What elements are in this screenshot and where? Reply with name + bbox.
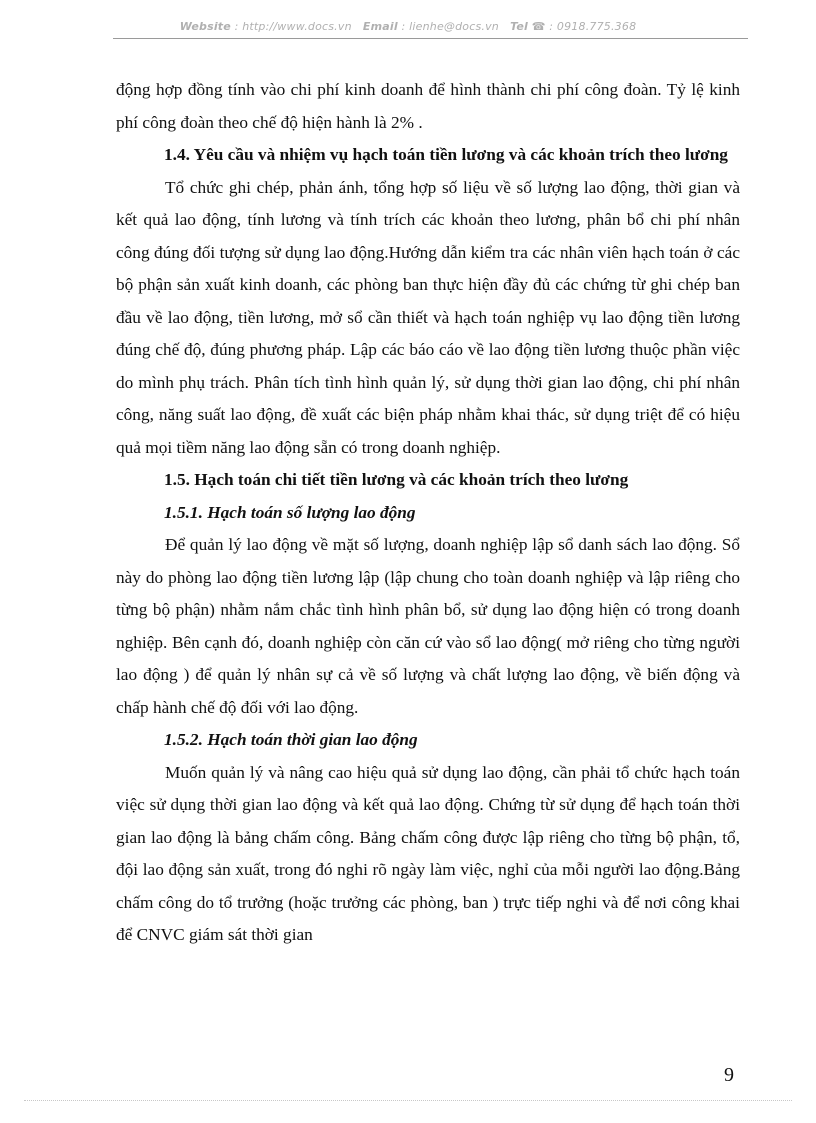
page-bottom-border [24, 1100, 792, 1101]
heading-1-4: 1.4. Yêu cầu và nhiệm vụ hạch toán tiền lương và các khoản trích theo lương [164, 145, 728, 164]
header-website-label: Website [179, 20, 231, 33]
header-tel-value: ☎ : 0918.775.368 [531, 20, 637, 33]
paragraph-labor-time: Muốn quản lý và nâng cao hiệu quả sử dụng lao động, cần phải tổ chức hạch toán việc sử dụng thời gian lao động và kết quả lao động. Chứng từ sử dụng để hạch toán thời gian lao động là bảng chấm công. Bảng chấm công được lập riêng cho từng bộ phận, tổ, đội lao động sản xuất, trong đó nghi rõ ngày làm việc, nghỉ của mỗi người lao động.Bảng chấm công do tổ trưởng (hoặc trưởng các phòng, ban ) trực tiếp nghi và để nơi công khai để CNVC giám sát thời gian [116, 762, 740, 944]
heading-1-5-1: 1.5.1. Hạch toán số lượng lao động [164, 502, 416, 522]
header-tel-label: Tel [510, 20, 528, 33]
paragraph-labor-quantity: Để quản lý lao động về mặt số lượng, doanh nghiệp lập sổ danh sách lao động. Sổ này do phòng lao động tiền lương lập (lập chung cho toàn doanh nghiệp và lập riêng cho từng bộ phận) nhằm nắm chắc tình hình phân bổ, sử dụng lao động hiện có trong doanh nghiệp. Bên cạnh đó, doanh nghiệp còn căn cứ vào sổ lao động( mở riêng cho từng người lao động ) để quản lý nhân sự cả về số lượng và chất lượng lao động, về biến động và chấp hành chế độ đối với lao động. [116, 535, 740, 717]
page-header [70, 20, 746, 33]
header-email-label: Email [362, 20, 398, 33]
page-number: 9 [724, 1064, 734, 1086]
body-text [116, 74, 740, 952]
paragraph-continuation: động hợp đồng tính vào chi phí kinh doanh để hình thành chi phí công đoàn. Tỷ lệ kinh phí công đoàn theo chế độ hiện hành là 2% . [116, 80, 740, 132]
header-email-value: : lienhe@docs.vn [401, 20, 499, 33]
header-divider [113, 38, 748, 39]
heading-1-5: 1.5. Hạch toán chi tiết tiền lương và các khoản trích theo lương [164, 470, 629, 489]
heading-1-5-2: 1.5.2. Hạch toán thời gian lao động [164, 730, 418, 749]
paragraph-requirements: Tổ chức ghi chép, phản ánh, tổng hợp số liệu về số lượng lao động, thời gian và kết quả lao động, tính lương và tính trích các khoản theo lương, phân bổ chi phí nhân công đúng đối tượng sử dụng lao động.Hướng dẫn kiểm tra các nhân viên hạch toán ở các bộ phận sản xuất kinh doanh, các phòng ban thực hiện đầy đủ các chứng từ ghi chép ban đầu về lao động, tiền lương, mở sổ cần thiết và hạch toán nghiệp vụ lao động tiền lương đúng chế độ, đúng phương pháp. Lập các báo cáo về lao động tiền lương thuộc phần việc do mình phụ trách. Phân tích tình hình quản lý, sử dụng thời gian lao động, chi phí nhân công, năng suất lao động, đề xuất các biện pháp nhằm khai thác, sử dụng triệt để có hiệu quả mọi tiềm năng lao động sẵn có trong doanh nghiệp. [116, 177, 740, 457]
header-website-value: : http://www.docs.vn [234, 20, 352, 33]
